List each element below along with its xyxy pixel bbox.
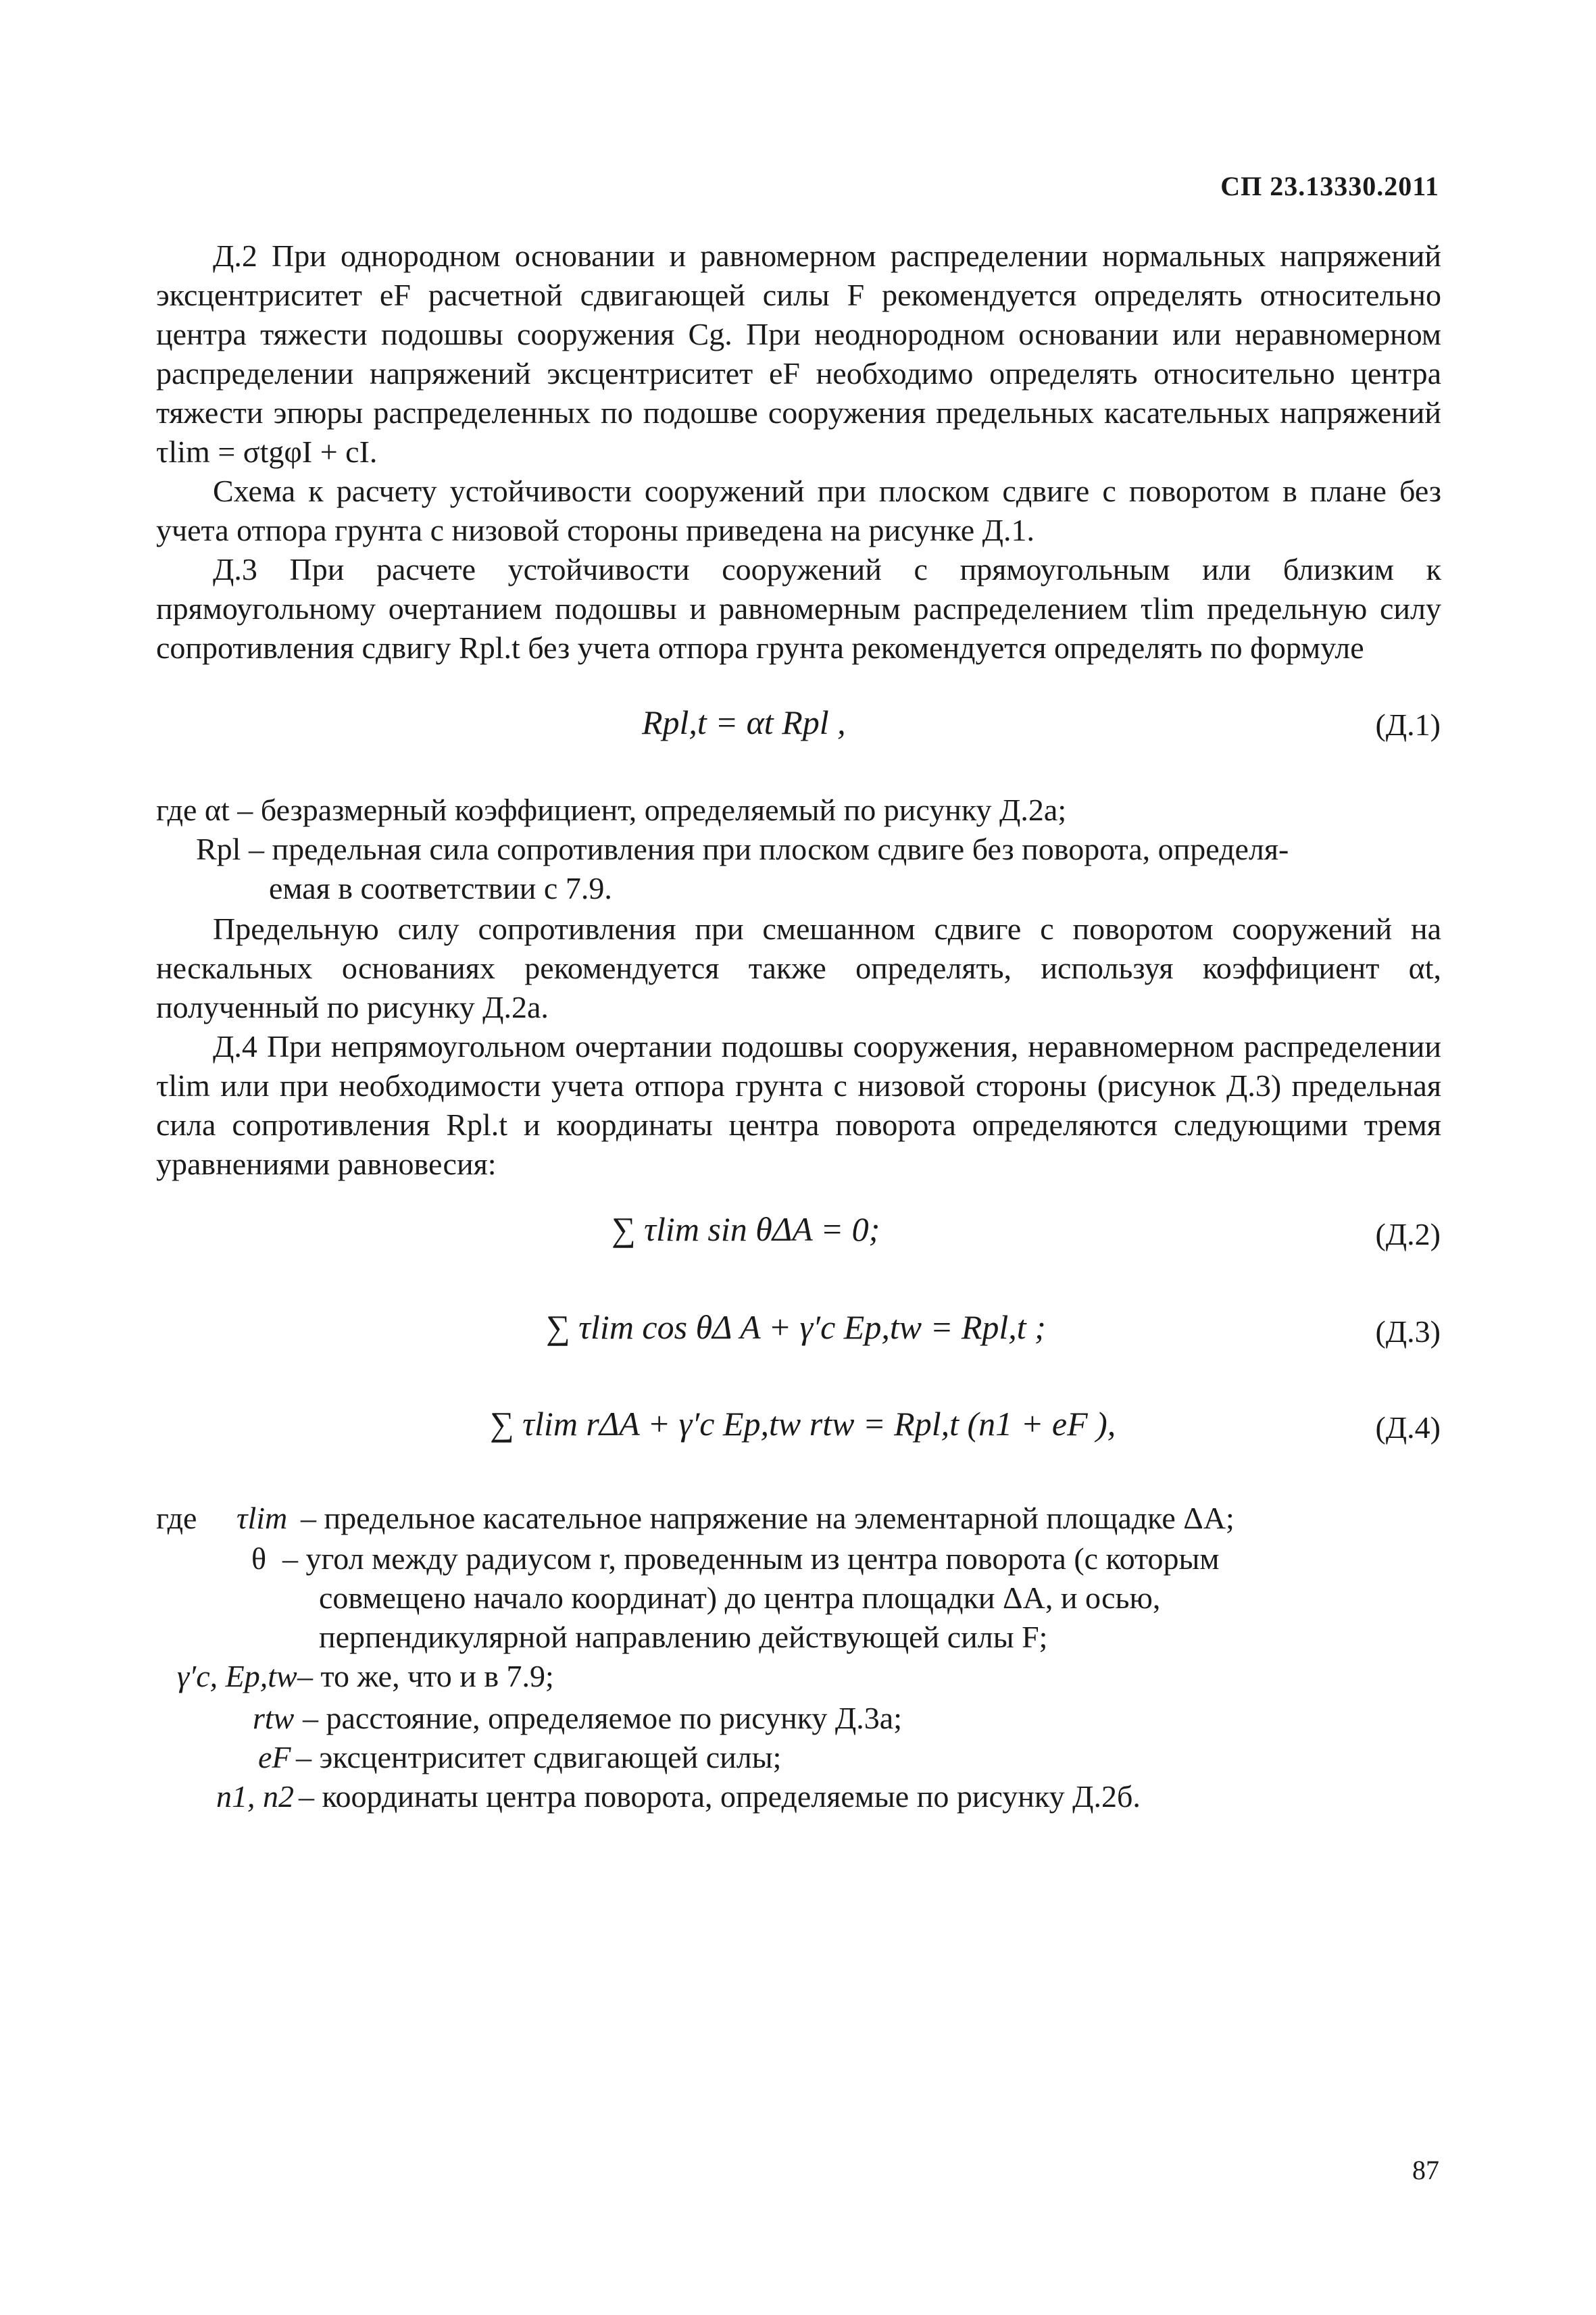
definition-e-f: – эксцентриситет сдвигающей силы;	[296, 1740, 782, 1774]
paragraph-scheme: Схема к расчету устойчивости сооружений при плоском сдвиге с поворотом в плане без учета отпора грунта с низовой стороны приведена на рисунке Д.1.	[156, 474, 1441, 547]
paragraph-mixed-shift: Предельную силу сопротивления при смешанном сдвиге с поворотом сооружений на нескальных основаниях рекомендуется также определять, используя коэффициент αt, полученный по рисунку Д.2а.	[156, 912, 1441, 1024]
definition-n: – координаты центра поворота, определяемые по рисунку Д.2б.	[299, 1779, 1141, 1814]
definition-theta: – угол между радиусом r, проведенным из центра поворота (с которым	[282, 1541, 1220, 1576]
equation-d4: ∑ τlim rΔA + γ′c Ep,tw rtw = Rpl,t (n1 + eF ),	[490, 1405, 1116, 1443]
definition-gamma-e-symbol: γ′c, Ep,tw	[177, 1659, 297, 1693]
definition-gamma-e: – то же, что и в 7.9;	[297, 1659, 554, 1693]
paragraph-d4: Д.4 При непрямоугольном очертании подошвы сооружения, неравномерном распределении τlim или при необходимости учета отпора грунта с низовой стороны (рисунок Д.3) предельная сила сопротивления Rpl.t и координаты центра поворота определяются следующими тремя уравнениями равновесия:	[156, 1029, 1441, 1181]
where-r-pl: Rpl – предельная сила сопротивления при плоском сдвиге без поворота, определя-	[196, 832, 1289, 866]
definition-tau-lim: – предельное касательное напряжение на элементарной площадке ΔA;	[301, 1501, 1235, 1535]
definition-theta-symbol: θ	[251, 1541, 267, 1576]
definition-r-tw: – расстояние, определяемое по рисунку Д.3а;	[303, 1701, 902, 1735]
definition-theta-cont2: перпендикулярной направлению действующей силы F;	[319, 1620, 1048, 1654]
where-r-pl-cont: емая в соответствии с 7.9.	[269, 871, 612, 905]
equation-d2-label: (Д.2)	[1375, 1217, 1441, 1251]
definition-n-symbol: n1, n2	[216, 1779, 294, 1814]
equation-d2: ∑ τlim sin θΔA = 0;	[612, 1210, 880, 1248]
equation-d1: Rpl,t = αt Rpl ,	[642, 703, 846, 741]
definitions-prefix: где	[156, 1501, 197, 1535]
paragraph-d3: Д.3 При расчете устойчивости сооружений с прямоугольным или близким к прямоугольному очертанием подошвы и равномерным распределением τlim предельную силу сопротивления сдвигу Rpl.t без учета отпора грунта рекомендуется определять по формуле	[156, 552, 1441, 665]
equation-d4-label: (Д.4)	[1375, 1410, 1441, 1445]
definition-theta-cont1: совмещено начало координат) до центра площадки ΔA, и осью,	[319, 1580, 1161, 1615]
page-number: 87	[1412, 2155, 1439, 2185]
definition-e-f-symbol: eF	[258, 1740, 291, 1774]
definition-tau-lim-symbol: τlim	[236, 1501, 288, 1535]
paragraph-d2: Д.2 При однородном основании и равномерном распределении нормальных напряжений эксцентриситет eF расчетной сдвигающей силы F рекомендуется определять относительно центра тяжести подошвы сооружения Cg. При неоднородном основании или неравномерном распределении напряжений эксцентриситет eF необходимо определять относительно центра тяжести эпюры распределенных по подошве сооружения предельных касательных напряжений τlim = σtgφI + cI.	[156, 239, 1441, 469]
equation-d1-label: (Д.1)	[1375, 707, 1441, 742]
where-alpha-t: где αt – безразмерный коэффициент, определяемый по рисунку Д.2а;	[156, 793, 1067, 827]
equation-d3-label: (Д.3)	[1375, 1314, 1441, 1349]
definition-r-tw-symbol: rtw	[253, 1701, 295, 1735]
document-code: СП 23.13330.2011	[1220, 171, 1439, 201]
equation-d3: ∑ τlim cos θΔ A + γ′c Ep,tw = Rpl,t ;	[546, 1308, 1046, 1346]
